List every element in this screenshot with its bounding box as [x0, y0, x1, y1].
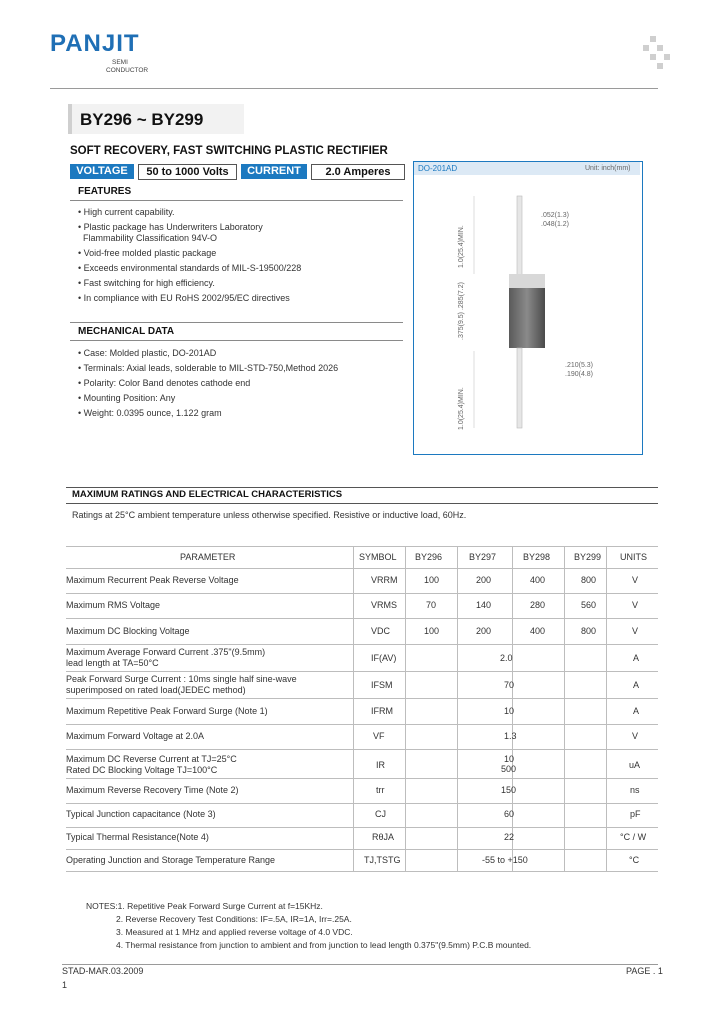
table-vline	[353, 546, 354, 871]
deco-square	[657, 63, 663, 69]
value-cell: 150	[501, 785, 517, 795]
footer-number: 1	[62, 980, 68, 990]
param-cell: Maximum Recurrent Peak Reverse Voltage	[66, 575, 239, 585]
feature-item: • Exceeds environmental standards of MIL-S-19500/228	[78, 263, 302, 273]
param-cell: Maximum DC Blocking Voltage	[66, 626, 190, 636]
features-rule	[70, 200, 403, 201]
col-by299: BY299	[574, 552, 602, 562]
mech-item: • Mounting Position: Any	[78, 393, 176, 403]
deco-square	[650, 36, 656, 42]
unit-cell: V	[632, 626, 639, 636]
param-cell: Operating Junction and Storage Temperature Range	[66, 855, 275, 865]
unit-cell: A	[633, 706, 640, 716]
param-cell-line2: lead length at TA=50°C	[66, 658, 159, 668]
unit-cell: V	[632, 575, 639, 585]
unit-cell: uA	[629, 760, 641, 770]
feature-item: • Void-free molded plastic package	[78, 248, 217, 258]
table-rule	[66, 724, 658, 725]
deco-square	[650, 54, 656, 60]
value-cell: 500	[501, 764, 517, 774]
value-cell: 800	[581, 626, 597, 636]
notes-block	[86, 900, 531, 952]
param-cell: Maximum Forward Voltage at 2.0A	[66, 731, 205, 741]
table-rule	[66, 618, 658, 619]
symbol-cell: VF	[373, 731, 385, 741]
value-cell: 1.3	[504, 731, 517, 741]
symbol-cell: IR	[376, 760, 385, 770]
value-cell: 400	[530, 626, 546, 636]
value-cell: 10	[504, 706, 515, 716]
value-cell: 100	[424, 575, 440, 585]
mech-item: • Terminals: Axial leads, solderable to MIL-STD-750,Method 2026	[78, 363, 339, 373]
col-units: UNITS	[620, 552, 647, 562]
value-cell: 200	[476, 575, 492, 585]
value-cell: 100	[424, 626, 440, 636]
table-rule	[66, 546, 658, 547]
footer-date: STAD-MAR.03.2009	[62, 966, 144, 976]
ratings-note: Ratings at 25°C ambient temperature unless otherwise specified. Resistive or inductive load, 60Hz.	[72, 510, 467, 520]
value-cell: 200	[476, 626, 492, 636]
mech-rule-top	[70, 322, 403, 323]
symbol-cell: VRRM	[371, 575, 398, 585]
diode-drawing	[414, 176, 640, 452]
voltage-value: 50 to 1000 Volts	[138, 164, 237, 180]
feature-item: • High current capability.	[78, 207, 175, 217]
dim-lead-len-top: 1.0(25.4)MIN.	[458, 225, 465, 268]
note-line: 3. Measured at 1 MHz and applied reverse voltage of 4.0 VDC.	[116, 927, 353, 937]
table-rule	[66, 698, 658, 699]
unit-cell: °C / W	[620, 832, 647, 842]
value-cell: 60	[504, 809, 515, 819]
symbol-cell: trr	[376, 785, 385, 795]
dim-body-dia-2: .190(4.8)	[565, 371, 594, 378]
diagram-units: Unit: inch(mm)	[585, 165, 631, 172]
unit-cell: A	[633, 680, 640, 690]
table-rule	[66, 778, 658, 779]
dim-body-dia-1: .210(5.3)	[565, 362, 594, 369]
symbol-cell: CJ	[375, 809, 386, 819]
value-cell: 70	[426, 600, 437, 610]
value-cell: 400	[530, 575, 546, 585]
table-rule	[66, 644, 658, 645]
ratings-heading: MAXIMUM RATINGS AND ELECTRICAL CHARACTERISTICS	[72, 489, 343, 500]
header-rule	[50, 88, 658, 89]
unit-cell: ns	[630, 785, 640, 795]
note-line: 4. Thermal resistance from junction to ambient and from junction to lead length 0.375"(9.5mm) P.C.B mounted.	[116, 940, 532, 950]
current-value: 2.0 Amperes	[311, 164, 405, 180]
table-rule	[66, 568, 658, 569]
table-rule	[66, 849, 658, 850]
mech-rule	[70, 340, 403, 341]
param-cell: Maximum Repetitive Peak Forward Surge (Note 1)	[66, 706, 268, 716]
value-cell: 140	[476, 600, 492, 610]
feature-item: • In compliance with EU RoHS 2002/95/EC directives	[78, 293, 290, 303]
col-parameter: PARAMETER	[180, 552, 236, 562]
col-symbol: SYMBOL	[359, 552, 397, 562]
param-cell: Maximum DC Reverse Current at TJ=25°C	[66, 754, 237, 764]
param-cell-line2: superimposed on rated load(JEDEC method)	[66, 685, 246, 695]
footer-rule	[62, 964, 658, 965]
feature-item: • Fast switching for high efficiency.	[78, 278, 215, 288]
param-cell: Peak Forward Surge Current : 10ms single half sine-wave	[66, 674, 297, 684]
dim-lead-dia-2: .048(1.2)	[541, 221, 570, 228]
feature-item: • Plastic package has Underwriters Laboratory	[78, 222, 263, 232]
page-title: BY296 ~ BY299	[80, 110, 204, 129]
param-cell: Typical Thermal Resistance(Note 4)	[66, 832, 209, 842]
param-cell-line2: Rated DC Blocking Voltage TJ=100°C	[66, 765, 218, 775]
table-rule	[66, 803, 658, 804]
param-cell: Typical Junction capacitance (Note 3)	[66, 809, 216, 819]
col-by297: BY297	[469, 552, 497, 562]
mech-item: • Polarity: Color Band denotes cathode end	[78, 378, 251, 388]
unit-cell: V	[632, 600, 639, 610]
voltage-tag: VOLTAGE	[70, 164, 134, 179]
footer-page: PAGE . 1	[626, 966, 663, 976]
value-cell: 560	[581, 600, 597, 610]
subtitle: SOFT RECOVERY, FAST SWITCHING PLASTIC RECTIFIER	[70, 145, 388, 157]
value-cell: 2.0	[500, 653, 513, 663]
features-heading: FEATURES	[78, 186, 132, 197]
logo-sub-conductor: CONDUCTOR	[106, 67, 149, 74]
mechanical-list	[78, 348, 403, 419]
lead-bottom	[517, 348, 522, 428]
mech-item: • Weight: 0.0395 ounce, 1.122 gram	[78, 408, 222, 418]
value-cell: 70	[504, 680, 515, 690]
table-vline	[457, 546, 458, 871]
feature-item: Flammability Classification 94V-O	[78, 233, 218, 243]
dim-lead-dia-1: .052(1.3)	[541, 212, 570, 219]
logo-text: PANJIT	[50, 30, 140, 57]
symbol-cell: VRMS	[371, 600, 398, 610]
table-rule	[66, 749, 658, 750]
deco-square	[643, 45, 649, 51]
panjit-logo	[50, 30, 160, 78]
table-vline	[405, 546, 406, 871]
symbol-cell: IFSM	[371, 680, 393, 690]
deco-square	[657, 45, 663, 51]
param-cell: Maximum Average Forward Current .375"(9.5mm)	[66, 647, 266, 657]
symbol-cell: RθJA	[372, 832, 395, 842]
logo-sub-semi: SEMI	[112, 59, 128, 66]
value-cell: 22	[504, 832, 515, 842]
mechanical-heading: MECHANICAL DATA	[78, 326, 175, 337]
mech-item: • Case: Molded plastic, DO-201AD	[78, 348, 217, 358]
note-line: 2. Reverse Recovery Test Conditions: IF=.5A, IR=1A, Irr=.25A.	[116, 914, 352, 924]
deco-square	[664, 54, 670, 60]
param-cell: Maximum Reverse Recovery Time (Note 2)	[66, 785, 239, 795]
dim-lead-len-bottom: 1.0(25.4)MIN.	[458, 387, 465, 430]
current-tag: CURRENT	[241, 164, 307, 179]
symbol-cell: TJ,TSTG	[364, 855, 401, 865]
value-cell: 800	[581, 575, 597, 585]
value-cell: 10	[504, 754, 515, 764]
table-rule	[66, 671, 658, 672]
features-list	[78, 207, 403, 304]
unit-cell: pF	[630, 809, 641, 819]
symbol-cell: IFRM	[371, 706, 393, 716]
cathode-band	[509, 274, 545, 288]
unit-cell: V	[632, 731, 639, 741]
table-vline	[606, 546, 607, 871]
symbol-cell: IF(AV)	[371, 653, 397, 663]
unit-cell: °C	[629, 855, 640, 865]
param-cell: Maximum RMS Voltage	[66, 600, 161, 610]
diagram-package: DO-201AD	[418, 164, 458, 173]
note-line: NOTES:1. Repetitive Peak Forward Surge Current at f=15KHz.	[86, 901, 323, 911]
table-rule	[66, 827, 658, 828]
dim-body-len: .375(9.5) .285(7.2)	[458, 282, 465, 340]
col-by298: BY298	[523, 552, 551, 562]
col-by296: BY296	[415, 552, 443, 562]
value-cell: -55 to +150	[482, 855, 528, 865]
value-cell: 280	[530, 600, 546, 610]
unit-cell: A	[633, 653, 640, 663]
table-rule	[66, 871, 658, 872]
table-rule	[66, 593, 658, 594]
symbol-cell: VDC	[371, 626, 391, 636]
table-vline	[564, 546, 565, 871]
